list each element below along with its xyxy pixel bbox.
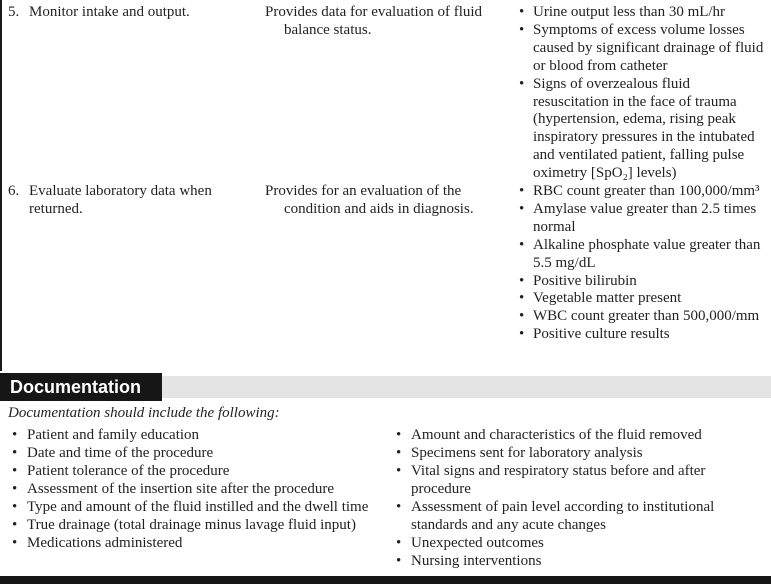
outcomes-list bbox=[508, 4, 765, 183]
outcomes-cell bbox=[508, 183, 765, 344]
rationale-cell bbox=[252, 4, 508, 40]
documentation-item: • Patient tolerance of the procedure bbox=[8, 462, 394, 480]
outcomes-cell bbox=[508, 4, 765, 183]
step-number: 5. bbox=[8, 4, 20, 20]
outcome-item: • Urine output less than 30 mL/hr bbox=[518, 4, 765, 22]
documentation-item: • Amount and characteristics of the fluid removed bbox=[394, 426, 743, 444]
rationale-text: Provides for an evaluation of the condition and aids in diagnosis. bbox=[265, 183, 474, 217]
documentation-list-left bbox=[8, 426, 394, 570]
outcome-item: • Alkaline phosphate value greater than 5.5 mg/dL bbox=[518, 237, 765, 273]
outcome-item: • WBC count greater than 500,000/mm bbox=[518, 308, 765, 326]
documentation-item: • Specimens sent for laboratory analysis bbox=[394, 444, 743, 462]
documentation-item: • Unexpected outcomes bbox=[394, 534, 743, 552]
documentation-item: • Medications administered bbox=[8, 534, 394, 552]
documentation-columns bbox=[0, 426, 771, 570]
step-action-cell bbox=[8, 183, 252, 219]
outcome-item: • Amylase value greater than 2.5 times normal bbox=[518, 201, 765, 237]
documentation-item: • Date and time of the procedure bbox=[8, 444, 394, 462]
outcome-item: • Vegetable matter present bbox=[518, 290, 765, 308]
outcome-item: • Positive bilirubin bbox=[518, 273, 765, 291]
documentation-header-label: Documentation bbox=[0, 373, 162, 401]
documentation-item: • Assessment of pain level according to institutional standards and any acute changes bbox=[394, 498, 743, 534]
step-number: 6. bbox=[8, 183, 20, 199]
documentation-item: • Nursing interventions bbox=[394, 552, 743, 570]
documentation-intro: Documentation should include the following: bbox=[8, 405, 280, 422]
rationale-cell bbox=[252, 183, 508, 219]
documentation-item: • Type and amount of the fluid instilled and the dwell time bbox=[8, 498, 394, 516]
outcome-item: • Positive culture results bbox=[518, 326, 765, 344]
outcome-item: • Signs of overzealous fluid resuscitation in the face of trauma (hypertension, edema, rising peak inspiratory pressures in the intubated and ventilated patient, falling pulse oximetry [SpO₂] levels) bbox=[518, 76, 765, 183]
step-action-text: Monitor intake and output. bbox=[29, 4, 190, 20]
documentation-item: • Vital signs and respiratory status before and after procedure bbox=[394, 462, 743, 498]
table-row-step-5 bbox=[8, 4, 765, 183]
table-left-border bbox=[0, 0, 2, 371]
bottom-rule bbox=[0, 576, 771, 584]
step-action-text: Evaluate laboratory data when returned. bbox=[29, 183, 212, 217]
documentation-item: • True drainage (total drainage minus lavage fluid input) bbox=[8, 516, 394, 534]
rationale-text: Provides data for evaluation of fluid balance status. bbox=[265, 4, 483, 38]
outcome-item: • RBC count greater than 100,000/mm³ bbox=[518, 183, 765, 201]
documentation-list-right bbox=[394, 426, 771, 570]
outcome-item: • Symptoms of excess volume losses caused by significant drainage of fluid or blood from catheter bbox=[518, 22, 765, 76]
step-action-cell bbox=[8, 4, 252, 22]
documentation-item: • Assessment of the insertion site after the procedure bbox=[8, 480, 394, 498]
documentation-header-bar bbox=[0, 376, 771, 398]
documentation-item: • Patient and family education bbox=[8, 426, 394, 444]
outcomes-list bbox=[508, 183, 765, 344]
table-row-step-6 bbox=[8, 183, 765, 344]
